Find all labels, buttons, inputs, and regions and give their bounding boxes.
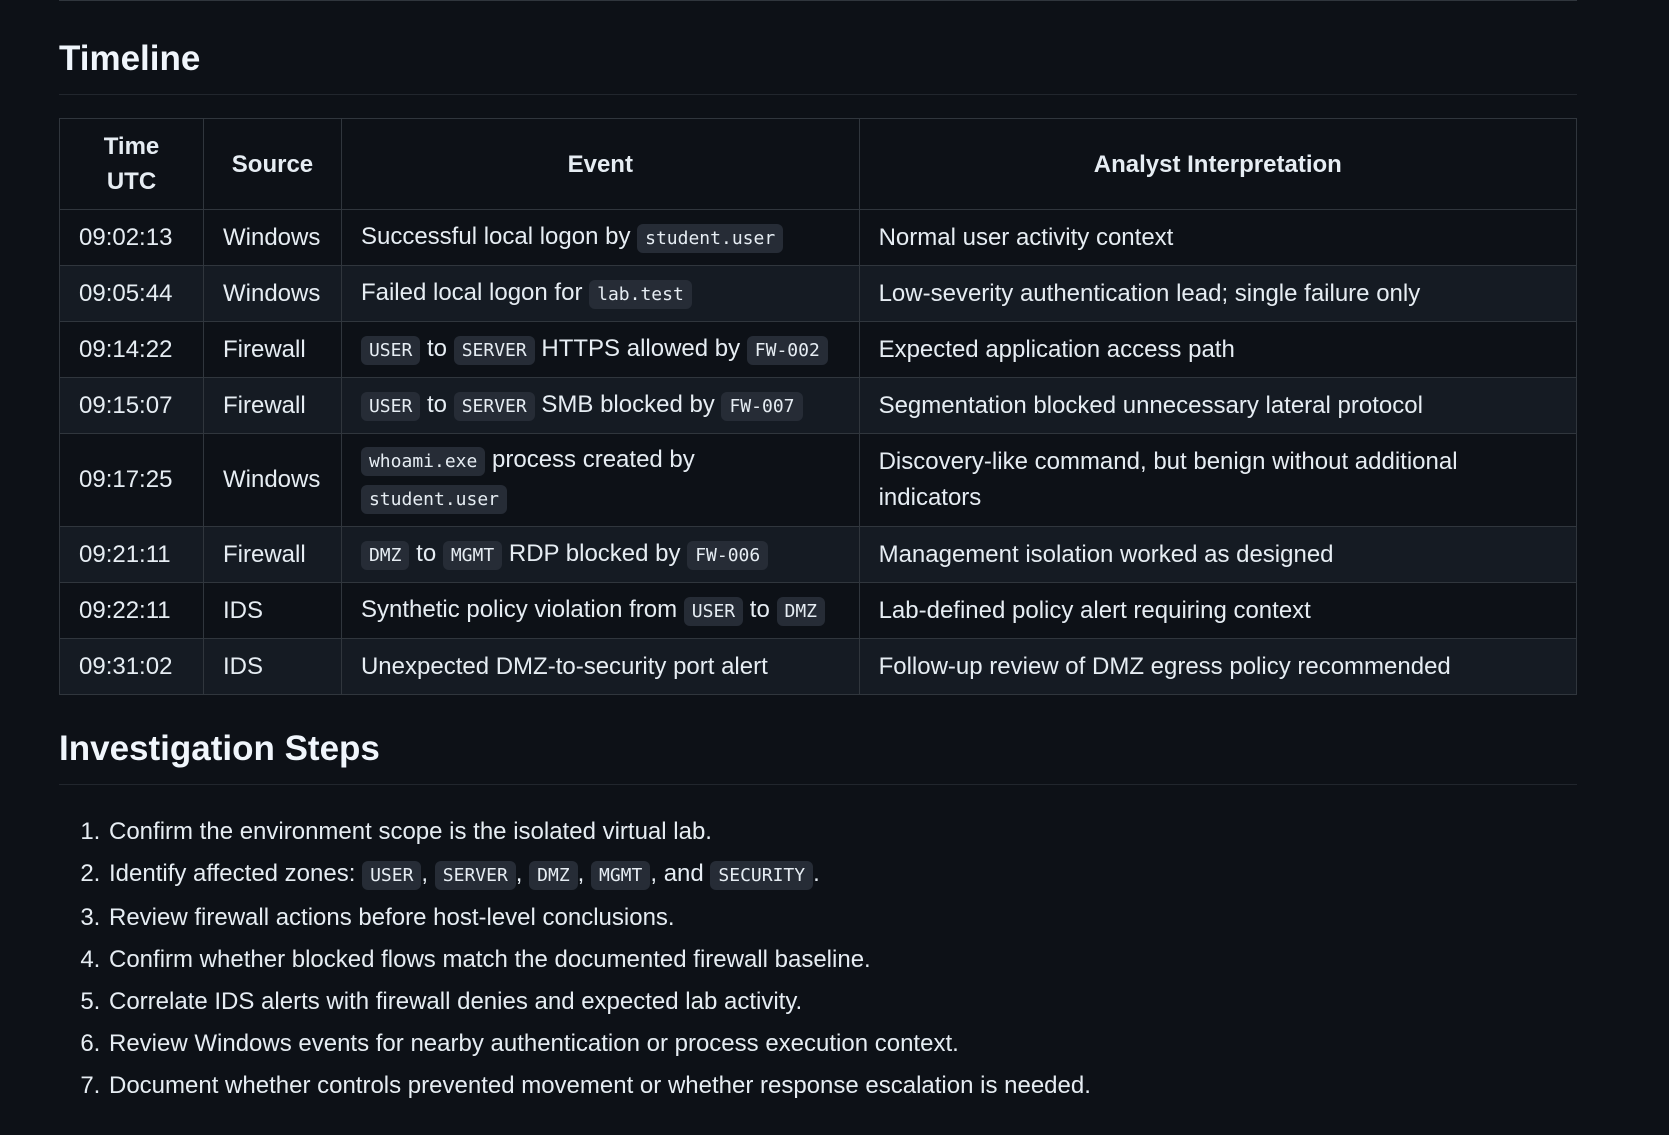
table-row	[60, 434, 1577, 527]
header-event: Event	[341, 119, 859, 210]
list-item: 1. Confirm the environment scope is the isolated virtual lab.	[107, 811, 1577, 853]
list-item: 7. Document whether controls prevented movement or whether response escalation is needed.	[107, 1065, 1577, 1107]
cell-source: Firewall	[203, 322, 341, 378]
list-item: 2. Identify affected zones: USER , SERVER , DMZ , MGMT , and SECURITY .	[107, 853, 1577, 897]
code-snippet: SERVER	[454, 392, 535, 421]
code-snippet: DMZ	[361, 541, 410, 570]
cell-analyst: Follow-up review of DMZ egress policy recommended	[859, 639, 1576, 695]
cell-source: Windows	[203, 210, 341, 266]
header-analyst-interpretation: Analyst Interpretation	[859, 119, 1576, 210]
cell-source: Windows	[203, 266, 341, 322]
cell-source: Firewall	[203, 527, 341, 583]
cell-source: Windows	[203, 434, 341, 527]
table-row	[60, 378, 1577, 434]
list-item: 3. Review firewall actions before host-level conclusions.	[107, 897, 1577, 939]
header-source: Source	[203, 119, 341, 210]
table-row	[60, 322, 1577, 378]
code-snippet: SERVER	[435, 861, 516, 890]
cell-event: Synthetic policy violation from USER to DMZ	[341, 583, 859, 639]
timeline-heading: Timeline	[59, 38, 1577, 95]
cell-time: 09:05:44	[60, 266, 204, 322]
cell-source: IDS	[203, 583, 341, 639]
table-header-row	[60, 119, 1577, 210]
cell-event: DMZ to MGMT RDP blocked by FW-006	[341, 527, 859, 583]
code-snippet: student.user	[637, 224, 783, 253]
cell-time: 09:22:11	[60, 583, 204, 639]
table-row	[60, 266, 1577, 322]
cell-time: 09:14:22	[60, 322, 204, 378]
cell-source: Firewall	[203, 378, 341, 434]
cell-time: 09:31:02	[60, 639, 204, 695]
cell-analyst: Expected application access path	[859, 322, 1576, 378]
cell-time: 09:15:07	[60, 378, 204, 434]
code-snippet: USER	[362, 861, 421, 890]
header-time-utc: Time UTC	[60, 119, 204, 210]
list-item: 4. Confirm whether blocked flows match the documented firewall baseline.	[107, 939, 1577, 981]
table-row	[60, 210, 1577, 266]
cell-event: whoami.exe process created by student.user	[341, 434, 859, 527]
divider	[59, 0, 1577, 1]
code-snippet: FW-002	[747, 336, 828, 365]
steps-list	[59, 811, 1577, 1107]
code-snippet: USER	[684, 597, 743, 626]
table-row	[60, 583, 1577, 639]
cell-event: Failed local logon for lab.test	[341, 266, 859, 322]
cell-event: Unexpected DMZ-to-security port alert	[341, 639, 859, 695]
list-item: 6. Review Windows events for nearby authentication or process execution context.	[107, 1023, 1577, 1065]
code-snippet: DMZ	[777, 597, 826, 626]
code-snippet: student.user	[361, 485, 507, 514]
code-snippet: FW-006	[687, 541, 768, 570]
cell-analyst: Management isolation worked as designed	[859, 527, 1576, 583]
timeline-section	[59, 38, 1577, 695]
code-snippet: SERVER	[454, 336, 535, 365]
code-snippet: whoami.exe	[361, 447, 485, 476]
cell-event: USER to SERVER HTTPS allowed by FW-002	[341, 322, 859, 378]
timeline-table	[59, 118, 1577, 695]
cell-analyst: Low-severity authentication lead; single failure only	[859, 266, 1576, 322]
code-snippet: USER	[361, 336, 420, 365]
table-row	[60, 527, 1577, 583]
cell-analyst: Normal user activity context	[859, 210, 1576, 266]
cell-analyst: Discovery-like command, but benign without additional indicators	[859, 434, 1576, 527]
list-item: 5. Correlate IDS alerts with firewall denies and expected lab activity.	[107, 981, 1577, 1023]
cell-event: Successful local logon by student.user	[341, 210, 859, 266]
cell-analyst: Lab-defined policy alert requiring context	[859, 583, 1576, 639]
cell-event: USER to SERVER SMB blocked by FW-007	[341, 378, 859, 434]
cell-time: 09:02:13	[60, 210, 204, 266]
code-snippet: FW-007	[721, 392, 802, 421]
code-snippet: MGMT	[443, 541, 502, 570]
code-snippet: SECURITY	[710, 861, 813, 890]
code-snippet: USER	[361, 392, 420, 421]
code-snippet: lab.test	[589, 280, 692, 309]
code-snippet: DMZ	[529, 861, 578, 890]
investigation-steps-section	[59, 728, 1577, 1107]
cell-analyst: Segmentation blocked unnecessary lateral protocol	[859, 378, 1576, 434]
investigation-steps-heading: Investigation Steps	[59, 728, 1577, 785]
cell-time: 09:17:25	[60, 434, 204, 527]
table-row	[60, 639, 1577, 695]
code-snippet: MGMT	[591, 861, 650, 890]
cell-source: IDS	[203, 639, 341, 695]
cell-time: 09:21:11	[60, 527, 204, 583]
